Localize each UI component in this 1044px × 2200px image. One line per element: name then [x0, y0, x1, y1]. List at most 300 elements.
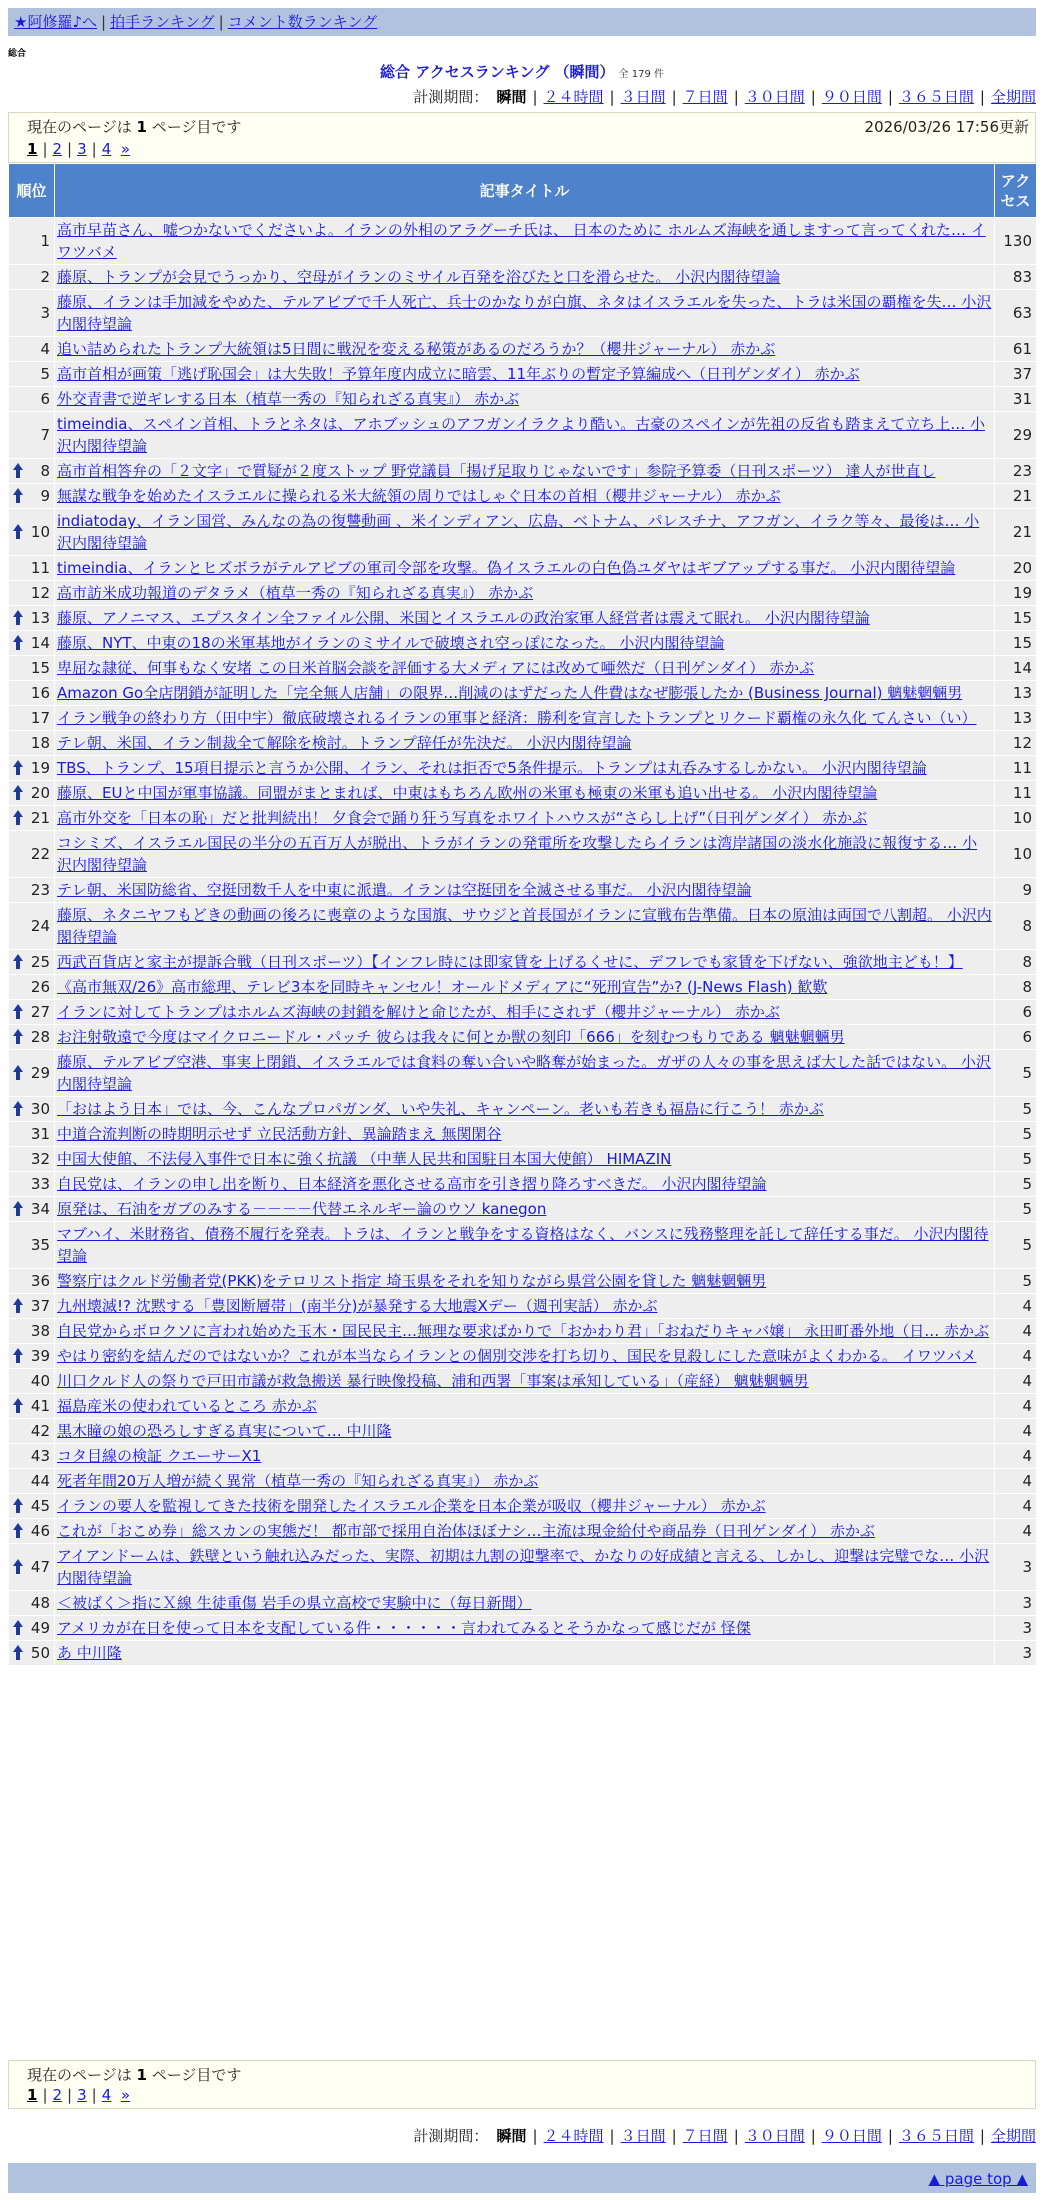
- title-cell: [55, 387, 995, 412]
- title-cell: [55, 1197, 995, 1222]
- title-cell: [55, 1319, 995, 1344]
- pagination-link[interactable]: 2: [52, 140, 63, 158]
- access-count: 4: [995, 1319, 1037, 1344]
- rank-number: 27: [30, 1003, 50, 1021]
- period-label: 計測期間：: [413, 2127, 489, 2145]
- page-top-link[interactable]: ▲ page top ▲: [928, 2170, 1028, 2188]
- article-title-link[interactable]: 警察庁はクルド労働者党(PKK)をテロリスト指定 埼玉県をそれを知りながら県営公園を貸した 魑魅魍魎男: [57, 1272, 767, 1290]
- rank-number: 37: [30, 1297, 50, 1315]
- article-title-link[interactable]: やはり密約を結んだのではないか？これが本当ならイランとの個別交渉を打ち切り、国民を見殺しにした意味がよくわかる。 イワツバメ: [57, 1347, 977, 1365]
- rank-cell: [9, 509, 55, 556]
- article-title-link[interactable]: 中国大使館、不法侵入事件で日本に強く抗議 （中華人民共和国駐日本国大使館） HIMAZIN: [57, 1150, 672, 1168]
- title-cell: [55, 1122, 995, 1147]
- rank-cell: [9, 781, 55, 806]
- up-arrow-icon: [13, 610, 23, 626]
- rank-cell: [9, 878, 55, 903]
- rank-cell: [9, 1147, 55, 1172]
- up-arrow-icon: [13, 1523, 23, 1539]
- rank-cell: [9, 337, 55, 362]
- table-row: [9, 878, 1037, 903]
- access-count: 15: [995, 631, 1037, 656]
- rank-number: 49: [30, 1619, 50, 1637]
- updated-timestamp: 2026/03/26 17:56更新: [864, 118, 1029, 136]
- title-cell: [55, 1419, 995, 1444]
- article-title-link[interactable]: 「おはよう日本」では、今、こんなプロパガンダ、いや失礼、キャンペーン。老いも若きも福島に行こう！ 赤かぶ: [57, 1100, 824, 1118]
- article-title-link[interactable]: イランの要人を監視してきた技術を開発したイスラエル企業を日本企業が吸収（櫻井ジャーナル） 赤かぶ: [57, 1497, 766, 1515]
- table-row: [9, 1269, 1037, 1294]
- period-current: 瞬間: [496, 88, 527, 106]
- article-title-link[interactable]: 福島産米の使われているところ 赤かぶ: [57, 1397, 317, 1415]
- period-option-link[interactable]: ３６５日間: [898, 2127, 974, 2145]
- rank-number: 15: [30, 659, 50, 677]
- rank-number: 26: [30, 978, 50, 996]
- article-title-link[interactable]: コシミズ、イスラエル国民の半分の五百万人が脱出、トラがイランの発電所を攻撃したらイランは湾岸諸国の淡水化施設に報復する… 小沢内閣待望論: [57, 834, 978, 874]
- period-separator: |: [979, 88, 985, 106]
- pagination-link[interactable]: 4: [101, 140, 112, 158]
- period-option-link[interactable]: ９０日間: [821, 88, 882, 106]
- rank-number: 33: [30, 1175, 50, 1193]
- pagination-link[interactable]: 3: [77, 2086, 87, 2104]
- rank-number: 18: [30, 734, 50, 752]
- current-page-prefix: 現在のページは: [27, 118, 132, 136]
- period-separator: |: [733, 88, 739, 106]
- footer-bar: [8, 2163, 1036, 2193]
- rank-cell: [9, 806, 55, 831]
- article-title-link[interactable]: 高市首相答弁の「２文字」で質疑が２度ストップ 野党議員「揚げ足取りじゃないです」参院予算委（日刊スポーツ） 達人が世直し: [57, 462, 936, 480]
- title-cell: [55, 1172, 995, 1197]
- access-count: 3: [995, 1641, 1037, 1666]
- pagination-next[interactable]: »: [120, 140, 130, 158]
- rank-number: 10: [30, 523, 50, 541]
- table-row: [9, 1197, 1037, 1222]
- article-title-link[interactable]: 西武百貨店と家主が提訴合戦（日刊スポーツ）【インフレ時には即家賃を上げるくせに、デフレでも家賃を下げない、強欲地主ども！】: [57, 953, 963, 971]
- rank-cell: [9, 903, 55, 950]
- home-link[interactable]: ★阿修羅♪へ: [14, 13, 98, 31]
- rank-cell: [9, 290, 55, 337]
- rank-number: 42: [30, 1422, 50, 1440]
- access-count: 63: [995, 290, 1037, 337]
- rank-cell: [9, 756, 55, 781]
- rank-cell: [9, 1369, 55, 1394]
- table-row: [9, 290, 1037, 337]
- pagination-link[interactable]: 4: [101, 2086, 112, 2104]
- article-title-link[interactable]: あ 中川隆: [57, 1644, 122, 1662]
- access-count: 31: [995, 387, 1037, 412]
- period-option-link[interactable]: ９０日間: [821, 2127, 882, 2145]
- period-option-link[interactable]: 全期間: [990, 2127, 1036, 2145]
- rank-number: 13: [30, 609, 50, 627]
- title-cell: [55, 459, 995, 484]
- access-count: 8: [995, 975, 1037, 1000]
- table-row: [9, 1147, 1037, 1172]
- access-count: 13: [995, 706, 1037, 731]
- rank-number: 46: [30, 1522, 50, 1540]
- page-info-bottom: [8, 2060, 1036, 2109]
- access-count: 20: [995, 556, 1037, 581]
- title-cell: [55, 656, 995, 681]
- rank-number: 45: [30, 1497, 50, 1515]
- rank-cell: [9, 556, 55, 581]
- title-cell: [55, 781, 995, 806]
- article-title-link[interactable]: コタ目線の検証 クエーサーX1: [57, 1447, 262, 1465]
- article-title-link[interactable]: indiatoday、イラン国営、みんなの為の復讐動画 、米インディアン、広島、ベトナム、パレスチナ、アフガン、イラク等々、最後は… 小沢内閣待望論: [57, 512, 980, 552]
- top-nav-bar: [8, 8, 1036, 36]
- rank-cell: [9, 831, 55, 878]
- period-option-link[interactable]: ２４時間: [543, 88, 604, 106]
- table-row: [9, 1369, 1037, 1394]
- period-separator: |: [609, 2127, 615, 2145]
- article-title-link[interactable]: アメリカが在日を使って日本を支配している件・・・・・・言われてみるとそうかなって感じだが 怪傑: [57, 1619, 751, 1637]
- article-title-link[interactable]: 藤原、NYT、中東の18の米軍基地がイランのミサイルで破壊され空っぽになった。 小沢内閣待望論: [57, 634, 725, 652]
- up-arrow-icon: [13, 1645, 23, 1661]
- rank-number: 50: [30, 1644, 50, 1662]
- period-separator: |: [810, 2127, 816, 2145]
- period-option-link[interactable]: ３日間: [620, 2127, 666, 2145]
- title-cell: [55, 1050, 995, 1097]
- rank-number: 22: [30, 845, 50, 863]
- access-count: 21: [995, 484, 1037, 509]
- article-title-link[interactable]: 黒木瞳の娘の恐ろしすぎる真実について… 中川隆: [57, 1422, 392, 1440]
- article-title-link[interactable]: テレ朝、米国、イラン制裁全て解除を検討。トランプ辞任が先決だ。 小沢内閣待望論: [57, 734, 632, 752]
- table-row: [9, 831, 1037, 878]
- table-row: [9, 1444, 1037, 1469]
- pagination-link[interactable]: 2: [52, 2086, 63, 2104]
- pagination: [27, 2085, 130, 2105]
- table-row: [9, 265, 1037, 290]
- rank-number: 36: [30, 1272, 50, 1290]
- up-arrow-icon: [13, 1101, 23, 1117]
- table-row: [9, 1641, 1037, 1666]
- up-arrow-icon: [13, 1498, 23, 1514]
- rank-number: 47: [30, 1558, 50, 1576]
- up-arrow-icon: [13, 488, 23, 504]
- access-count: 6: [995, 1025, 1037, 1050]
- table-row: [9, 1050, 1037, 1097]
- table-row: [9, 806, 1037, 831]
- title-cell: [55, 1544, 995, 1591]
- table-row: [9, 1294, 1037, 1319]
- table-row: [9, 681, 1037, 706]
- access-count: 29: [995, 412, 1037, 459]
- rank-cell: [9, 1616, 55, 1641]
- rank-cell: [9, 218, 55, 265]
- nav-separator: |: [101, 13, 107, 31]
- article-title-link[interactable]: イランに対してトランプはホルムズ海峡の封鎖を解けと命じたが、相手にされず（櫻井ジャーナル） 赤かぶ: [57, 1003, 780, 1021]
- rank-cell: [9, 1641, 55, 1666]
- table-row: [9, 756, 1037, 781]
- title-cell: [55, 1591, 995, 1616]
- period-option-link[interactable]: ３日間: [620, 88, 666, 106]
- article-title-link[interactable]: Amazon Go全店閉鎖が証明した「完全無人店舗」の限界…削減のはずだった人件費はなぜ膨張したか (Business Journal) 魑魅魍魎男: [57, 684, 963, 702]
- up-arrow-icon: [13, 1620, 23, 1636]
- ranking-table: [8, 163, 1037, 1666]
- table-row: [9, 1319, 1037, 1344]
- access-count: 11: [995, 781, 1037, 806]
- rank-number: 43: [30, 1447, 50, 1465]
- article-title-link[interactable]: 外交青書で逆ギレする日本（植草一秀の『知られざる真実』） 赤かぶ: [57, 390, 520, 408]
- rank-number: 48: [30, 1594, 50, 1612]
- title-cell: [55, 1269, 995, 1294]
- access-count: 8: [995, 903, 1037, 950]
- table-row: [9, 903, 1037, 950]
- table-row: [9, 1591, 1037, 1616]
- period-label: 計測期間：: [413, 88, 489, 106]
- table-row: [9, 1097, 1037, 1122]
- article-title-link[interactable]: アイアンドームは、鉄壁という触れ込みだった、実際、初期は九割の迎撃率で、かなりの好成績と言える、しかし、迎撃は完璧でな… 小沢内閣待望論: [57, 1547, 990, 1587]
- table-row: [9, 631, 1037, 656]
- rank-cell: [9, 1419, 55, 1444]
- rank-number: 25: [30, 953, 50, 971]
- table-row: [9, 1519, 1037, 1544]
- access-count: 23: [995, 459, 1037, 484]
- period-option-link[interactable]: ７日間: [682, 2127, 728, 2145]
- period-selector-top: [413, 87, 1036, 107]
- article-title-link[interactable]: 中道合流判断の時期明示せず 立民活動方針、異論踏まえ 無関閑谷: [57, 1125, 502, 1143]
- rank-cell: [9, 1222, 55, 1269]
- category-label: 総合: [8, 49, 27, 59]
- article-title-link[interactable]: 高市首相が画策「逃げ恥国会」は大失敗！予算年度内成立に暗雲、11年ぶりの暫定予算編成へ（日刊ゲンダイ） 赤かぶ: [57, 365, 860, 383]
- rank-number: 34: [30, 1200, 50, 1218]
- article-title-link[interactable]: 原発は、石油をガブのみする－－－－代替エネルギー論のウソ kanegon: [57, 1200, 547, 1218]
- period-option-link[interactable]: ２４時間: [543, 2127, 604, 2145]
- rank-cell: [9, 631, 55, 656]
- rank-number: 19: [30, 759, 50, 777]
- article-title-link[interactable]: 死者年間20万人増が続く異常（植草一秀の『知られざる真実』） 赤かぶ: [57, 1472, 539, 1490]
- title-cell: [55, 1025, 995, 1050]
- rank-cell: [9, 387, 55, 412]
- rank-number: 11: [30, 559, 50, 577]
- up-arrow-icon: [13, 1201, 23, 1217]
- access-count: 5: [995, 1050, 1037, 1097]
- title-header: 記事タイトル: [55, 164, 995, 218]
- up-arrow-icon: [13, 1348, 23, 1364]
- article-title-link[interactable]: 藤原、アノニマス、エプスタイン全ファイル公開、米国とイスラエルの政治家軍人経営者は震えて眠れ。 小沢内閣待望論: [57, 609, 870, 627]
- up-arrow-icon: [13, 954, 23, 970]
- access-count: 14: [995, 656, 1037, 681]
- rank-number: 41: [30, 1397, 50, 1415]
- table-row: [9, 1394, 1037, 1419]
- access-count: 10: [995, 806, 1037, 831]
- table-row: [9, 337, 1037, 362]
- rank-number: 35: [30, 1236, 50, 1254]
- access-count: 9: [995, 878, 1037, 903]
- access-count: 4: [995, 1419, 1037, 1444]
- article-title-link[interactable]: 藤原、ネタニヤフもどきの動画の後ろに喪章のような国旗、サウジと首長国がイランに宣戦布告準備。日本の原油は両国で八割超。 小沢内閣待望論: [57, 906, 992, 946]
- current-page-prefix: 現在のページは: [27, 2066, 132, 2084]
- current-page-number: 1: [136, 2066, 147, 2084]
- rank-cell: [9, 1269, 55, 1294]
- rank-number: 4: [40, 340, 50, 358]
- table-row: [9, 218, 1037, 265]
- period-separator: |: [810, 88, 816, 106]
- article-title-link[interactable]: 無謀な戦争を始めたイスラエルに操られる米大統領の周りではしゃぐ日本の首相（櫻井ジャーナル） 赤かぶ: [57, 487, 781, 505]
- page-info-top: [8, 112, 1036, 163]
- title-cell: [55, 1641, 995, 1666]
- title-cell: [55, 1000, 995, 1025]
- table-row: [9, 1616, 1037, 1641]
- table-row: [9, 412, 1037, 459]
- table-row: [9, 1344, 1037, 1369]
- article-title-link[interactable]: テレ朝、米国防総省、空挺団数千人を中東に派遣。イランは空挺団を全滅させる事だ。 小沢内閣待望論: [57, 881, 752, 899]
- rank-number: 3: [40, 304, 50, 322]
- access-count: 4: [995, 1369, 1037, 1394]
- table-row: [9, 606, 1037, 631]
- current-page-number: 1: [136, 118, 147, 136]
- title-cell: [55, 1369, 995, 1394]
- article-title-link[interactable]: 《高市無双/26》高市総理、テレビ3本を同時キャンセル！オールドメディアに“死刑宣告”か? (J-News Flash) 歓歎: [57, 978, 828, 996]
- table-row: [9, 1000, 1037, 1025]
- title-cell: [55, 731, 995, 756]
- pagination-next[interactable]: »: [120, 2086, 130, 2104]
- access-count: 5: [995, 1197, 1037, 1222]
- pagination-separator: |: [67, 2086, 73, 2104]
- rank-number: 40: [30, 1372, 50, 1390]
- title-cell: [55, 337, 995, 362]
- title-cell: [55, 581, 995, 606]
- article-title-link[interactable]: 藤原、トランプが会見でうっかり、空母がイランのミサイル百発を浴びたと口を滑らせた。 小沢内閣待望論: [57, 268, 781, 286]
- article-title-link[interactable]: これが「おこめ券」総スカンの実態だ！ 都市部で採用自治体ほぼナシ…主流は現金給付や商品券（日刊ゲンダイ） 赤かぶ: [57, 1522, 876, 1540]
- article-title-link[interactable]: 藤原、EUと中国が軍事協議。同盟がまとまれば、中東はもちろん欧州の米軍も極東の米軍も追い出せる。 小沢内閣待望論: [57, 784, 878, 802]
- article-title-link[interactable]: 藤原、テルアビブ空港、事実上閉鎖、イスラエルでは食料の奪い合いや略奪が始まった。ガザの人々の事を思えば大した話ではない。 小沢内閣待望論: [57, 1053, 991, 1093]
- article-title-link[interactable]: イラン戦争の終わり方（田中宇）徹底破壊されるイランの軍事と経済：勝利を宣言したトランプとリクード覇権の永久化 てんさい（い）: [57, 709, 977, 727]
- table-row: [9, 387, 1037, 412]
- applause-ranking-link[interactable]: 拍手ランキング: [110, 13, 215, 31]
- rank-cell: [9, 656, 55, 681]
- title-cell: [55, 975, 995, 1000]
- table-row: [9, 484, 1037, 509]
- table-row: [9, 1494, 1037, 1519]
- article-title-link[interactable]: timeindia、イランとヒズボラがテルアビブの軍司令部を攻撃。偽イスラエルの白色偽ユダヤはギブアップする事だ。 小沢内閣待望論: [57, 559, 956, 577]
- title-cell: [55, 681, 995, 706]
- pagination-separator: |: [42, 140, 48, 158]
- table-row: [9, 362, 1037, 387]
- access-count: 5: [995, 1147, 1037, 1172]
- period-separator: |: [532, 2127, 538, 2145]
- rank-cell: [9, 1319, 55, 1344]
- up-arrow-icon: [13, 785, 23, 801]
- access-count: 83: [995, 265, 1037, 290]
- table-row: [9, 731, 1037, 756]
- rank-header: 順位: [9, 164, 55, 218]
- period-option-link[interactable]: ３０日間: [744, 2127, 805, 2145]
- article-title-link[interactable]: 川口クルド人の祭りで戸田市議が救急搬送 暴行映像投稿、浦和西署「事案は承知している」（産経） 魑魅魍魎男: [57, 1372, 809, 1390]
- pagination-link[interactable]: 3: [77, 140, 87, 158]
- up-arrow-icon: [13, 760, 23, 776]
- access-count: 4: [995, 1294, 1037, 1319]
- up-arrow-icon: [13, 1298, 23, 1314]
- rank-number: 7: [40, 426, 50, 444]
- title-cell: [55, 706, 995, 731]
- title-cell: [55, 1616, 995, 1641]
- access-count: 10: [995, 831, 1037, 878]
- rank-cell: [9, 1000, 55, 1025]
- rank-number: 29: [30, 1064, 50, 1082]
- period-option-link[interactable]: ３６５日間: [898, 88, 974, 106]
- article-title-link[interactable]: ＜被ばく＞指にＸ線 生徒重傷 岩手の県立高校で実験中に（毎日新聞）: [57, 1594, 532, 1612]
- rank-number: 17: [30, 709, 50, 727]
- pagination-separator: |: [91, 140, 97, 158]
- period-option-link[interactable]: ７日間: [682, 88, 728, 106]
- period-option-link[interactable]: ３０日間: [744, 88, 805, 106]
- period-separator: |: [671, 2127, 677, 2145]
- access-count: 4: [995, 1469, 1037, 1494]
- article-title-link[interactable]: 高市早苗さん、嘘つかないでくださいよ。イランの外相のアラグーチ氏は、 日本のために ホルムズ海峡を通しますって言ってくれた… イワツバメ: [57, 221, 986, 261]
- table-row: [9, 459, 1037, 484]
- title-cell: [55, 806, 995, 831]
- article-title-link[interactable]: 追い詰められたトランプ大統領は5日間に戦況を変える秘策があるのだろうか？（櫻井ジャーナル） 赤かぶ: [57, 340, 776, 358]
- pagination-separator: |: [42, 2086, 48, 2104]
- article-title-link[interactable]: 九州壊滅!? 沈黙する「豊図断層帯」(南半分)が暴発する大地震Xデー（週刊実話） 赤かぶ: [57, 1297, 658, 1315]
- rank-cell: [9, 265, 55, 290]
- article-title-link[interactable]: 高市訪米成功報道のデタラメ（植草一秀の『知られざる真実』） 赤かぶ: [57, 584, 534, 602]
- pagination-current: 1: [27, 2086, 38, 2104]
- period-option-link[interactable]: 全期間: [990, 88, 1036, 106]
- rank-cell: [9, 731, 55, 756]
- rank-number: 21: [30, 809, 50, 827]
- rank-number: 24: [30, 917, 50, 935]
- title-cell: [55, 878, 995, 903]
- table-header-row: [9, 164, 1037, 218]
- title-cell: [55, 606, 995, 631]
- period-separator: |: [733, 2127, 739, 2145]
- table-row: [9, 1025, 1037, 1050]
- page-title: 総合 アクセスランキング （瞬間）: [380, 63, 615, 81]
- article-title-link[interactable]: マブハイ、米財務省、債務不履行を発表。トラは、イランと戦争をする資格はなく、バンスに残務整理を託して辞任する事だ。 小沢内閣待望論: [57, 1225, 989, 1265]
- rank-cell: [9, 1469, 55, 1494]
- article-title-link[interactable]: 藤原、イランは手加減をやめた、テルアビブで千人死亡、兵士のかなりが白旗、ネタはイスラエルを失った、トラは米国の覇権を失… 小沢内閣待望論: [57, 293, 992, 333]
- table-row: [9, 1419, 1037, 1444]
- rank-number: 38: [30, 1322, 50, 1340]
- article-title-link[interactable]: TBS、トランプ、15項目提示と言うか公開、イラン、それは拒否で5条件提示。トランプは丸呑みするしかない。 小沢内閣待望論: [57, 759, 927, 777]
- title-cell: [55, 831, 995, 878]
- access-count: 130: [995, 218, 1037, 265]
- period-separator: |: [532, 88, 538, 106]
- rank-cell: [9, 1025, 55, 1050]
- title-cell: [55, 484, 995, 509]
- period-separator: |: [671, 88, 677, 106]
- article-title-link[interactable]: 自民党は、イランの申し出を断り、日本経済を悪化させる高市を引き摺り降ろすべきだ。 小沢内閣待望論: [57, 1175, 767, 1193]
- rank-cell: [9, 1519, 55, 1544]
- access-count: 4: [995, 1519, 1037, 1544]
- nav-separator: |: [218, 13, 224, 31]
- access-count: 4: [995, 1494, 1037, 1519]
- article-title-link[interactable]: 自民党からボロクソに言われ始めた玉木・国民民主…無理な要求ばかりで「おかわり君」「おねだりキャバ嬢」 永田町番外地（日… 赤かぶ: [57, 1322, 990, 1340]
- table-row: [9, 1122, 1037, 1147]
- access-header: アクセス: [995, 164, 1037, 218]
- title-cell: [55, 1344, 995, 1369]
- access-count: 21: [995, 509, 1037, 556]
- period-separator: |: [887, 88, 893, 106]
- title-cell: [55, 756, 995, 781]
- comment-ranking-link[interactable]: コメント数ランキング: [227, 13, 378, 31]
- rank-cell: [9, 1294, 55, 1319]
- title-cell: [55, 362, 995, 387]
- rank-number: 20: [30, 784, 50, 802]
- access-count: 19: [995, 581, 1037, 606]
- article-title-link[interactable]: 高市外交を「日本の恥」だと批判続出！ 夕食会で踊り狂う写真をホワイトハウスが“さらし上げ”（日刊ゲンダイ） 赤かぶ: [57, 809, 868, 827]
- title-cell: [55, 412, 995, 459]
- rank-number: 8: [40, 462, 50, 480]
- rank-number: 2: [40, 268, 50, 286]
- rank-cell: [9, 606, 55, 631]
- article-title-link[interactable]: お注射敬遠で今度はマイクロニードル・パッチ 彼らは我々に何とか獣の刻印「666」を刻むつもりである 魑魅魍魎男: [57, 1028, 845, 1046]
- table-row: [9, 1469, 1037, 1494]
- access-count: 12: [995, 731, 1037, 756]
- total-count: 全 179 件: [618, 69, 664, 80]
- article-title-link[interactable]: 卑屈な隷従、何事もなく安堵 この日米首脳会談を評価する大メディアには改めて唖然だ（日刊ゲンダイ） 赤かぶ: [57, 659, 815, 677]
- access-count: 5: [995, 1269, 1037, 1294]
- article-title-link[interactable]: timeindia、スペイン首相、トラとネタは、アホブッシュのアフガンイラクより酷い。古豪のスペインが先祖の反省も踏まえて立ち上… 小沢内閣待望論: [57, 415, 985, 455]
